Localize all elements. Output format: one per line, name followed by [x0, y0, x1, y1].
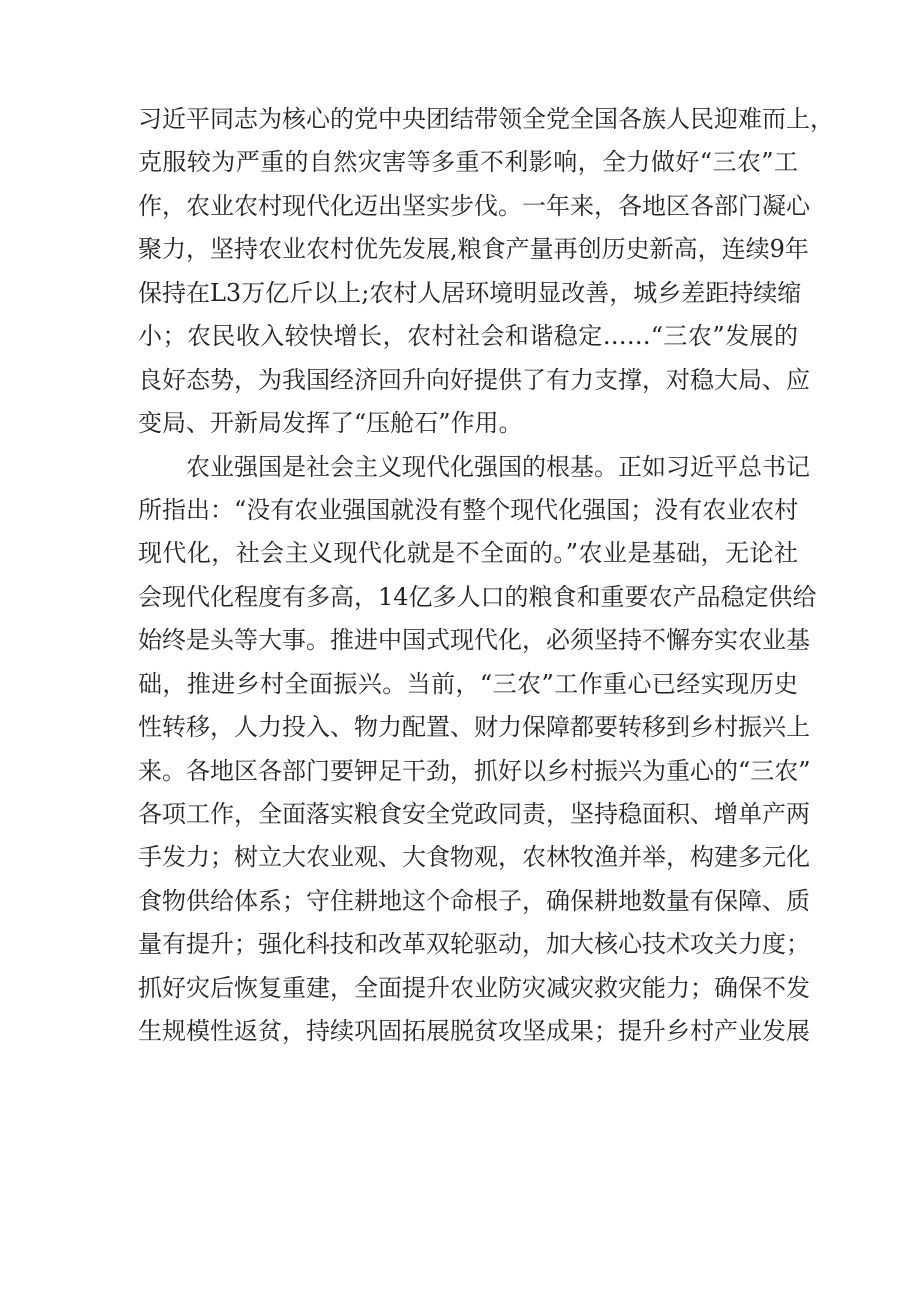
text-line: 会现代化程度有多高，14亿多人口的粮食和重要农产品稳定供给: [138, 582, 817, 611]
text-line: 农业强国是社会主义现代化强国的根基。正如习近平总书记: [186, 452, 810, 481]
text-line: 各项工作，全面落实粮食安全党政同责，坚持稳面积、增单产两: [138, 800, 810, 828]
text-line: 手发力；树立大农业观、大食物观，农林牧渔并举，构建多元化: [138, 843, 810, 872]
text-line: 量有提升；强化科技和改革双轮驱动，加大核心技术攻关力度；: [138, 930, 810, 959]
text-line: 小；农民收入较快增长，农村社会和谐稳定……“三农”发展的: [138, 322, 798, 351]
text-line: 生规模性返贫，持续巩固拓展脱贫攻坚成果；提升乡村产业发展: [138, 1017, 810, 1046]
text-line: 聚力，坚持农业农村优先发展,粮食产量再创历史新高，连续9年: [138, 235, 809, 264]
document-body: [138, 98, 834, 1054]
text-line: 习近平同志为核心的党中央团结带领全党全国各族人民迎难而上，: [138, 105, 834, 133]
text-line: 来。各地区各部门要钾足干劲，抓好以乡村振兴为重心的“三农”: [138, 756, 811, 785]
text-line: 变局、开新局发挥了“压舱石”作用。: [138, 409, 523, 438]
text-line: 抓好灾后恢复重建，全面提升农业防灾减灾救灾能力；确保不发: [138, 973, 810, 1002]
text-line: 食物供给体系；守住耕地这个命根子，确保耕地数量有保障、质: [138, 886, 810, 915]
text-line: 始终是头等大事。推进中国式现代化，必须坚持不懈夯实农业基: [138, 626, 810, 655]
text-line: 所指出：“没有农业强国就没有整个现代化强国；没有农业农村: [138, 495, 799, 524]
text-line: 础，推进乡村全面振兴。当前，“三农”工作重心已经实现历史: [138, 669, 798, 698]
paragraph-2: [138, 446, 817, 1054]
text-line: 作，农业农村现代化迈出坚实步伐。一年来，各地区各部门凝心: [138, 191, 810, 220]
text-line: 现代化，社会主义现代化就是不全面的。”农业是基础，无论社: [138, 539, 798, 568]
text-line: 保持在L3万亿斤以上;农村人居环境明显改善，城乡差距持续缩: [138, 278, 802, 307]
text-line: 良好态势，为我国经济回升向好提供了有力支撑，对稳大局、应: [138, 365, 810, 394]
paragraph-1: [138, 98, 834, 446]
text-line: 性转移，人力投入、物力配置、财力保障都要转移到乡村振兴上: [138, 713, 810, 742]
text-line: 克服较为严重的自然灾害等多重不利影响，全力做好“三农”工: [138, 148, 798, 177]
